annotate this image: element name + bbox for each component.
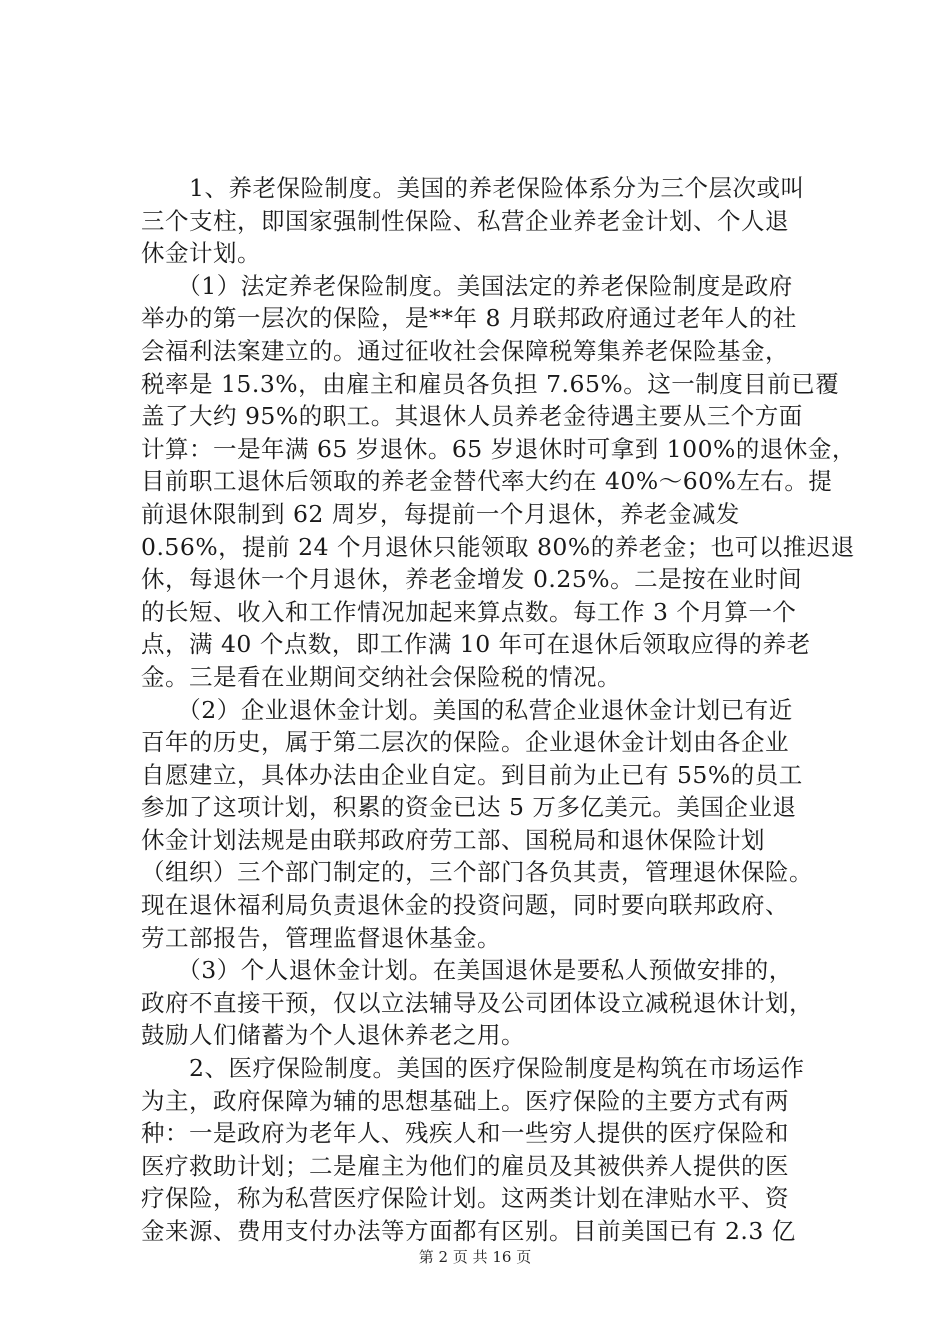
text-line: 医疗救助计划；二是雇主为他们的雇员及其被供养人提供的医	[141, 1151, 789, 1180]
text-line: 劳工部报告，管理监督退休基金。	[141, 923, 501, 952]
text-line: 金。三是看在业期间交纳社会保险税的情况。	[141, 662, 621, 691]
text-line: 种：一是政府为老年人、残疾人和一些穷人提供的医疗保险和	[141, 1119, 789, 1148]
text-line: 前退休限制到 62 周岁，每提前一个月退休，养老金减发	[141, 499, 740, 528]
text-line: 的长短、收入和工作情况加起来算点数。每工作 3 个月算一个	[141, 597, 797, 626]
text-line: （1）法定养老保险制度。美国法定的养老保险制度是政府	[141, 271, 793, 300]
text-line: 计算：一是年满 65 岁退休。65 岁退休时可拿到 100%的退休金，	[141, 434, 856, 463]
text-line: 1、养老保险制度。美国的养老保险体系分为三个层次或叫	[141, 174, 805, 202]
text-line: 盖了大约 95%的职工。其退休人员养老金待遇主要从三个方面	[141, 402, 803, 431]
text-line: 自愿建立，具体办法由企业自定。到目前为止已有 55%的员工	[141, 760, 803, 789]
text-line: 休金计划法规是由联邦政府劳工部、国税局和退休保险计划	[141, 825, 765, 854]
text-line: 为主，政府保障为辅的思想基础上。医疗保险的主要方式有两	[141, 1086, 789, 1115]
text-line: 税率是 15.3%，由雇主和雇员各负担 7.65%。这一制度目前已覆	[141, 369, 840, 398]
text-line: 参加了这项计划，积累的资金已达 5 万多亿美元。美国企业退	[141, 793, 797, 822]
text-line: 2、医疗保险制度。美国的医疗保险制度是构筑在市场运作	[141, 1054, 805, 1083]
text-line: 目前职工退休后领取的养老金替代率大约在 40%～60%左右。提	[141, 467, 833, 496]
text-line: 政府不直接干预，仅以立法辅导及公司团体设立减税退休计划，	[141, 988, 813, 1017]
document-body	[141, 172, 856, 1248]
text-line: 休，每退休一个月退休，养老金增发 0.25%。二是按在业时间	[141, 565, 803, 594]
text-line: 鼓励人们储蓄为个人退休养老之用。	[141, 1021, 525, 1050]
text-line: （3）个人退休金计划。在美国退休是要私人预做安排的，	[141, 956, 793, 985]
text-line: 现在退休福利局负责退休金的投资问题，同时要向联邦政府、	[141, 891, 789, 920]
text-line: 点，满 40 个点数，即工作满 10 年可在退休后领取应得的养老	[141, 630, 811, 659]
text-line: 休金计划。	[141, 239, 261, 268]
text-line: （组织）三个部门制定的，三个部门各负其责，管理退休保险。	[141, 858, 813, 887]
text-line: 金来源、费用支付办法等方面都有区别。目前美国已有 2.3 亿	[141, 1217, 796, 1245]
page-footer: 第 2 页 共 16 页	[418, 1248, 532, 1266]
text-line: （2）企业退休金计划。美国的私营企业退休金计划已有近	[141, 695, 793, 724]
text-line: 举办的第一层次的保险，是**年 8 月联邦政府通过老年人的社	[141, 304, 797, 333]
text-line: 疗保险，称为私营医疗保险计划。这两类计划在津贴水平、资	[141, 1184, 789, 1213]
text-line: 0.56%，提前 24 个月退休只能领取 80%的养老金；也可以推迟退	[141, 532, 855, 561]
text-line: 百年的历史，属于第二层次的保险。企业退休金计划由各企业	[141, 728, 789, 757]
text-line: 三个支柱，即国家强制性保险、私营企业养老金计划、个人退	[141, 206, 789, 235]
text-line: 会福利法案建立的。通过征收社会保障税筹集养老保险基金，	[141, 336, 789, 365]
